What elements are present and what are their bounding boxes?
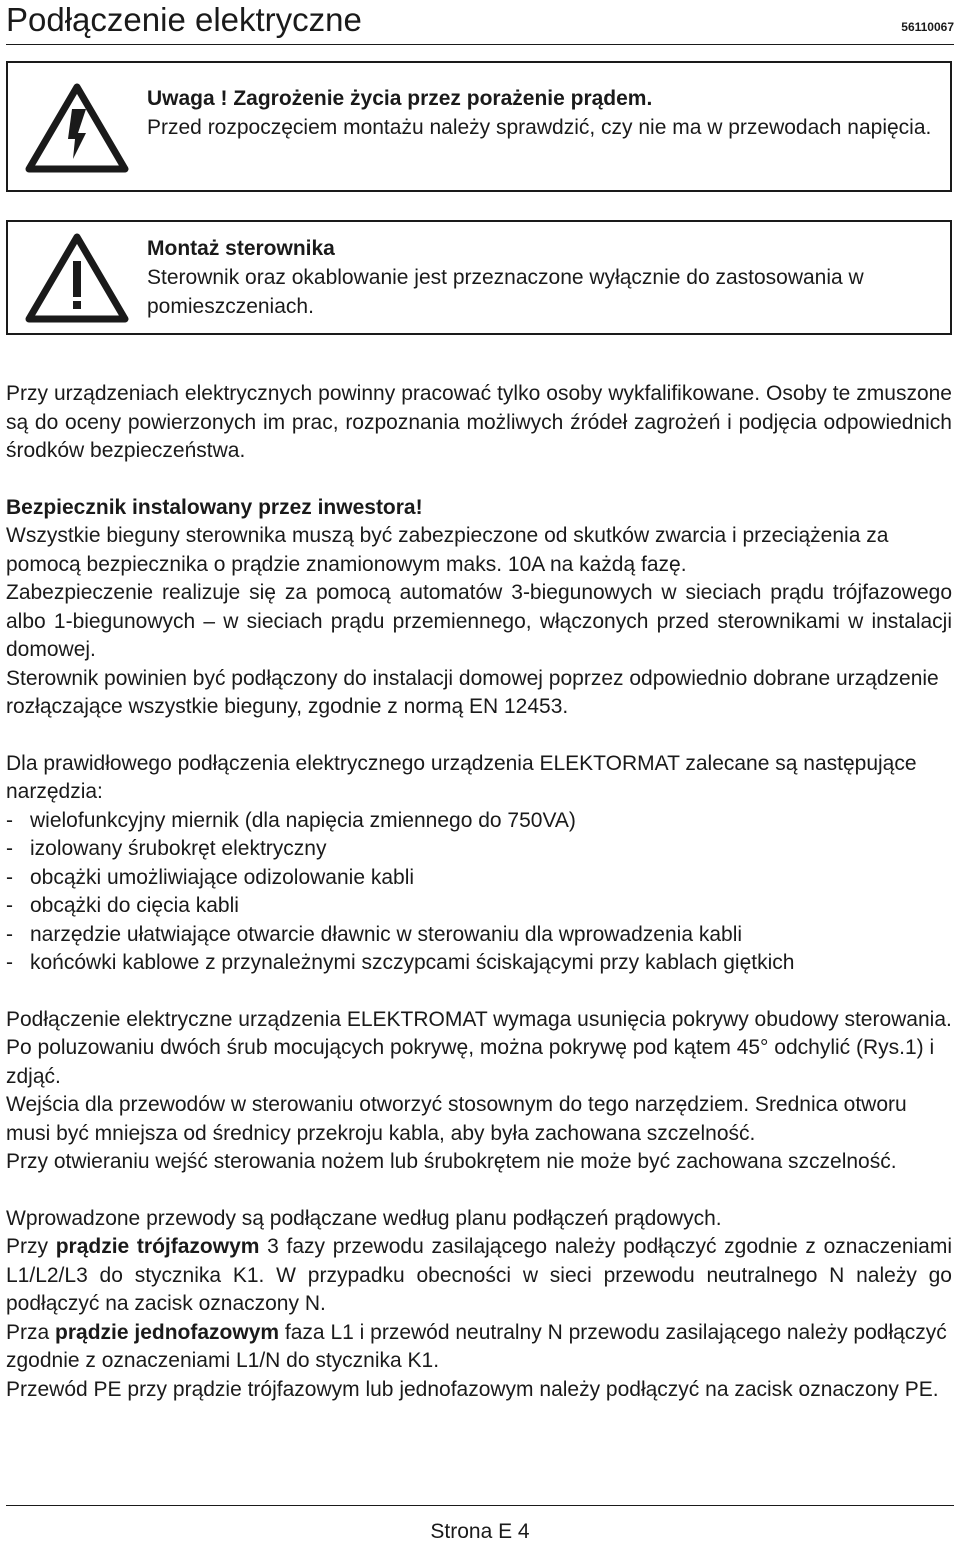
document-body [6, 380, 952, 1404]
pe-paragraph: Przewód PE przy prądzie trójfazowym lub jednofazowym należy podłączyć na zacisk oznaczony PE. [6, 1377, 939, 1401]
page-title: Podłączenie elektryczne [6, 1, 362, 38]
three-phase-paragraph: Przy prądzie trójfazowym 3 fazy przewodu zasilającego należy podłączyć zgodnie z oznaczeniami L1/L2/L3 do stycznika K1. W przypadku obecności w sieci przewodu neutralnego N należy go podłączyć na zacisk oznaczony N. [6, 1235, 953, 1315]
list-item: - obcążki do cięcia kabli [6, 894, 239, 917]
installation-warning-text [147, 234, 940, 321]
voltage-warning-body: Przed rozpoczęciem montażu należy sprawdzić, czy nie ma w przewodach napięcia. [147, 116, 932, 139]
exclamation-warning-icon [25, 233, 129, 323]
cover-paragraph: Wejścia dla przewodów w sterowaniu otworzyć stosownym do tego narzędziem. Srednica otworu musi być mniejsza od średnicy przekroju kabla, aby była zachowana szczelność. [6, 1093, 907, 1145]
installation-warning-title: Montaż sterownika [147, 237, 335, 260]
high-voltage-warning-icon [25, 83, 129, 173]
list-item: - narzędzie ułatwiające otwarcie dławnic w sterowaniu dla wprowadzenia kabli [6, 922, 743, 946]
header-divider [6, 44, 954, 45]
voltage-warning-text [147, 84, 940, 142]
wiring-intro: Wprowadzone przewody są podłączane według planu podłączeń prądowych. [6, 1206, 722, 1230]
list-item: - końcówki kablowe z przynależnymi szczypcami ściskającymi przy kablach giętkich [6, 951, 795, 974]
tools-list [6, 807, 952, 978]
tools-intro: Dla prawidłowego podłączenia elektrycznego urządzenia ELEKTORMAT zalecane są następujące narzędzia: [6, 751, 917, 803]
fuse-paragraph: Sterownik powinien być podłączony do instalacji domowej poprzez odpowiednio dobrane urządzenie rozłączające wszystkie bieguny, zgodnie z normą EN 12453. [6, 666, 939, 718]
fuse-heading: Bezpiecznik instalowany przez inwestora! [6, 495, 423, 519]
fuse-paragraph: Wszystkie bieguny sterownika muszą być zabezpieczone od skutków zwarcia i przeciążenia za pomocą bezpiecznika o prądzie znamionowym maks. 10A na każdą fazę. [6, 524, 889, 576]
installation-warning-box [6, 220, 952, 335]
installation-warning-body: Sterownik oraz okablowanie jest przeznaczone wyłącznie do zastosowania w pomieszczeniach. [147, 266, 864, 318]
list-item: - wielofunkcyjny miernik (dla napięcia zmiennego do 750VA) [6, 808, 576, 832]
voltage-warning-title: Uwaga ! Zagrożenie życia przez porażenie prądem. [147, 87, 653, 110]
document-number: 56110067 [901, 20, 954, 34]
list-item: - obcążki umożliwiające odizolowanie kabli [6, 865, 415, 889]
page-number: Strona E 4 [430, 1520, 530, 1543]
list-item: - izolowany śrubokręt elektryczny [6, 837, 327, 860]
voltage-warning-box [6, 61, 952, 192]
cover-paragraph: Przy otwieraniu wejść sterowania nożem lub śrubokrętem nie może być zachowana szczelność. [6, 1150, 897, 1173]
single-phase-paragraph: Prza prądzie jednofazowym faza L1 i przewód neutralny N przewodu zasilającego należy podłączyć zgodnie z oznaczeniami L1/N do stycznika K1. [6, 1320, 947, 1372]
footer-divider [6, 1505, 954, 1506]
intro-paragraph: Przy urządzeniach elektrycznych powinny pracować tylko osoby wykfalifikowane. Osoby te zmuszone są do oceny powierzonych im prac, rozpoznania możliwych źródeł zagrożeń i podjęcia odpowiednich środków bezpieczeństwa. [6, 382, 952, 462]
fuse-paragraph: Zabezpieczenie realizuje się za pomocą automatów 3-biegunowych w sieciach prądu trójfazowego albo 1-biegunowych – w sieciach prądu przemiennego, włączonych przed sterownikami w instalacji domowej. [6, 581, 952, 661]
cover-paragraph: Podłączenie elektryczne urządzenia ELEKTROMAT wymaga usunięcia pokrywy obudowy sterowania. Po poluzowaniu dwóch śrub mocujących pokrywę, można pokrywę pod kątem 45° odchylić (Rys.1) i zdjąć. [6, 1007, 952, 1088]
